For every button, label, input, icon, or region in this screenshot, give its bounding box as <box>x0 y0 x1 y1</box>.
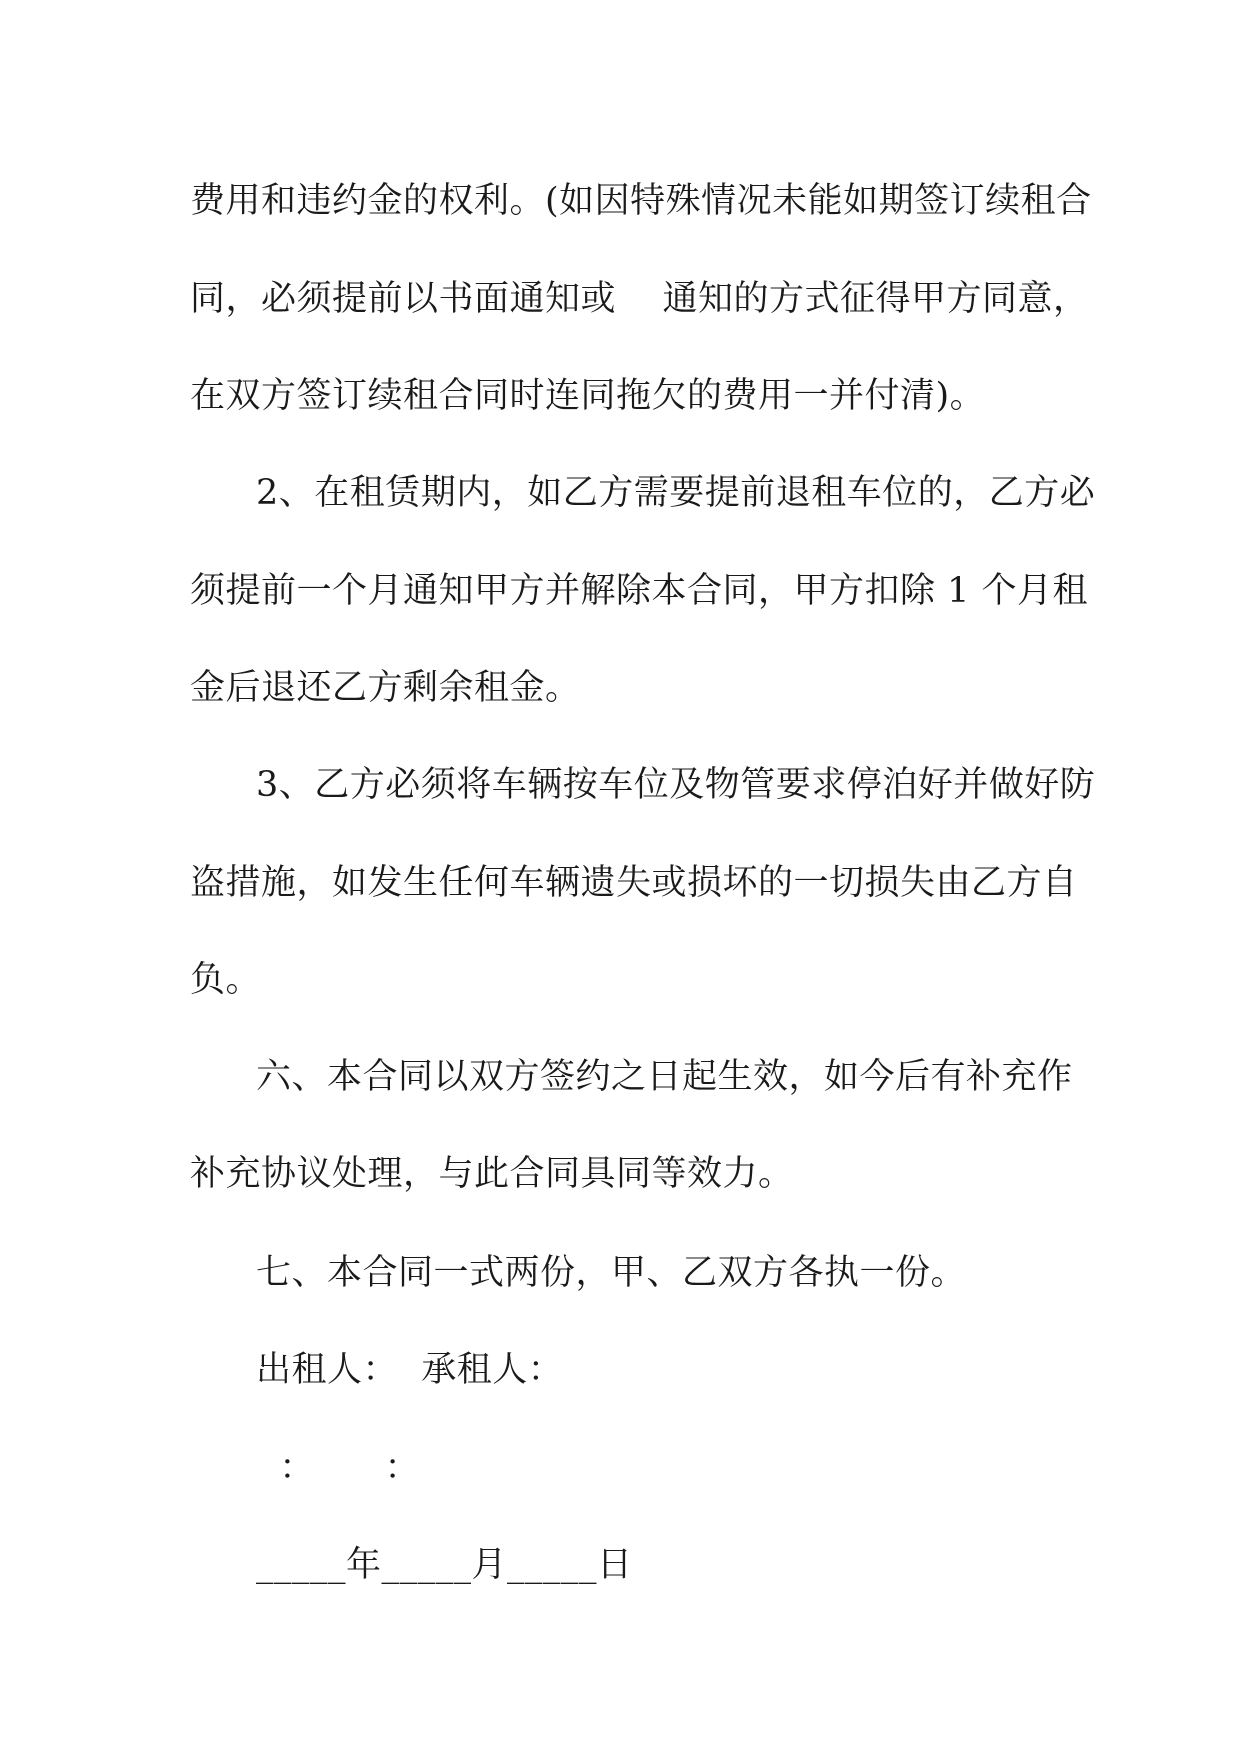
date-line: _____年_____月_____日 <box>256 1545 633 1585</box>
text-line: 金后退还乙方剩余租金。 <box>190 668 581 708</box>
text-line: 负。 <box>190 960 262 1000</box>
text-line: 费用和违约金的权利。(如因特殊情况未能如期签订续租合 <box>190 181 1092 221</box>
article-7: 七、本合同一式两份，甲、乙双方各执一份。 <box>256 1253 967 1293</box>
text-line: 在双方签订续租合同时连同拖欠的费用一并付清)。 <box>190 376 986 416</box>
text-line: 补充协议处理，与此合同具同等效力。 <box>190 1154 794 1194</box>
article-6: 六、本合同以双方签约之日起生效，如今后有补充作 <box>256 1057 1073 1097</box>
signature-parties: 出租人： 承租人： <box>256 1350 564 1390</box>
clause-3: 3、乙方必须将车辆按车位及物管要求停泊好并做好防 <box>256 765 1096 805</box>
clause-2: 2、在租赁期内，如乙方需要提前退租车位的，乙方必 <box>256 473 1096 513</box>
text-line: 须提前一个月通知甲方并解除本合同，甲方扣除 1 个月租 <box>190 571 1089 611</box>
text-line: 盗措施，如发生任何车辆遗失或损坏的一切损失由乙方自 <box>190 863 1078 903</box>
text-line: 同，必须提前以书面通知或 通知的方式征得甲方同意， <box>190 279 1089 319</box>
signature-colons: ： ： <box>256 1448 421 1488</box>
